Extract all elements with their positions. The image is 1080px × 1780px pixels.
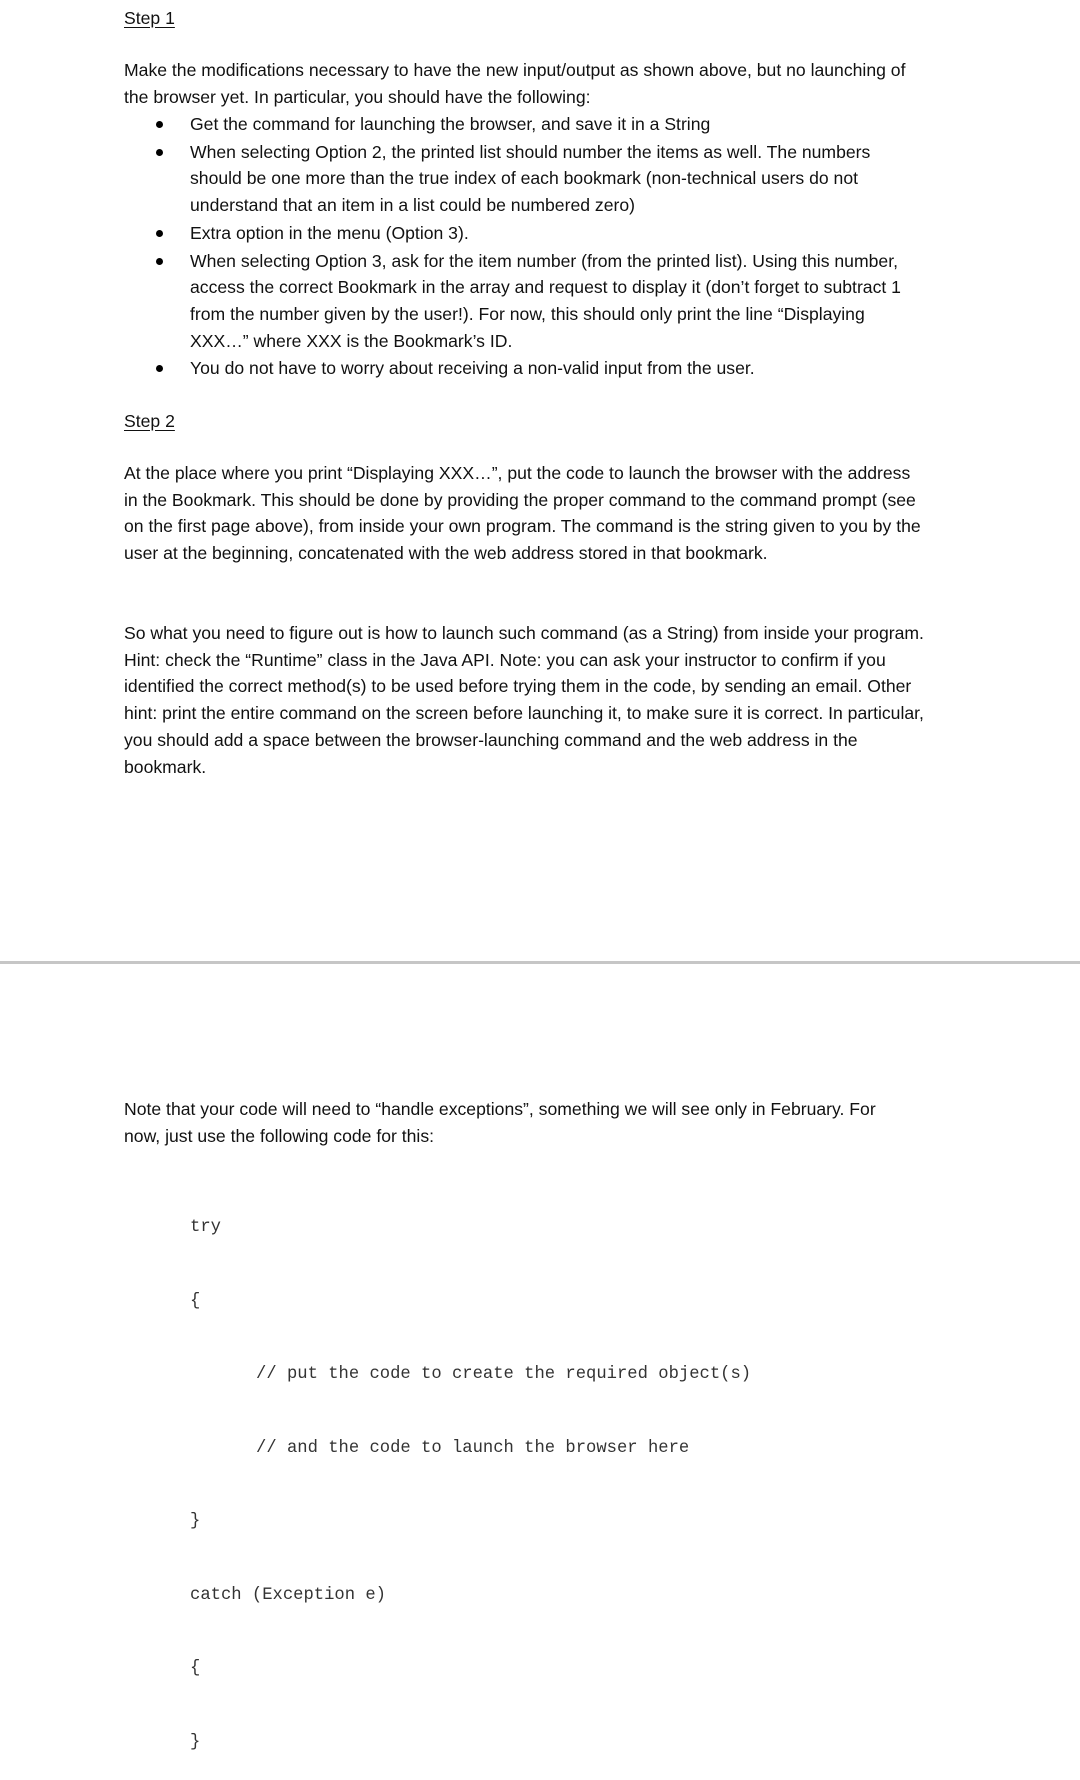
bullet-item: When selecting Option 2, the printed list should number the items as well. The numbers should be one more than the true index of each bookmark (non-technical users do not understand that an item in a list could be numbered zero) <box>124 139 924 219</box>
step1-heading: Step 1 <box>124 8 175 28</box>
step1-intro: Make the modifications necessary to have the new input/output as shown above, but no launching of the browser yet. In particular, you should have the following: <box>124 60 906 107</box>
code-catch-line: catch (Exception e) <box>190 1585 386 1605</box>
code-open-brace: { <box>190 1659 201 1678</box>
step1-bullet-list <box>124 111 924 383</box>
bullet-item: Get the command for launching the browser, and save it in a String <box>124 111 924 138</box>
bullet-item: You do not have to worry about receiving a non-valid input from the user. <box>124 355 924 382</box>
bullet-item: When selecting Option 3, ask for the item number (from the printed list). Using this number, access the correct Bookmark in the array and request to display it (don’t forget to subtract 1 from the number given by the user!). For now, this should only print the line “Displaying XXX…” where XXX is the Bookmark’s ID. <box>124 248 924 355</box>
bullet-item: Extra option in the menu (Option 3). <box>124 220 924 247</box>
code-close-brace: } <box>190 1512 201 1531</box>
code-snippet <box>190 1167 751 1780</box>
step2-heading: Step 2 <box>124 411 175 431</box>
code-open-brace: { <box>190 1291 201 1311</box>
step2-paragraph-1: At the place where you print “Displaying XXX…”, put the code to launch the browser with the address in the Bookmark. This should be done by providing the proper command to the command prompt (see on the first page above), from inside your own program. The command is the string given to you by the user at the beginning, concatenated with the web address stored in that bookmark. <box>124 463 921 564</box>
code-close-brace: } <box>190 1732 201 1752</box>
code-comment-line: // and the code to launch the browser here <box>256 1438 690 1458</box>
step2-paragraph-2: So what you need to figure out is how to launch such command (as a String) from inside your program. Hint: check the “Runtime” class in the Java API. Note: you can ask your instructor to confirm if you identified the correct method(s) to be used before trying them in the code, by sending an email. Other hint: print the entire command on the screen before launching it, to make sure it is correct. In particular, you should add a space between the browser-launching command and the web address in the bookmark. <box>124 623 924 777</box>
page-break-divider <box>0 961 1080 964</box>
exception-note: Note that your code will need to “handle exceptions”, something we will see only in February. For now, just use the following code for this: <box>124 1099 876 1146</box>
code-comment-line: // put the code to create the required object(s) <box>256 1365 752 1384</box>
code-try-keyword: try <box>190 1218 221 1237</box>
